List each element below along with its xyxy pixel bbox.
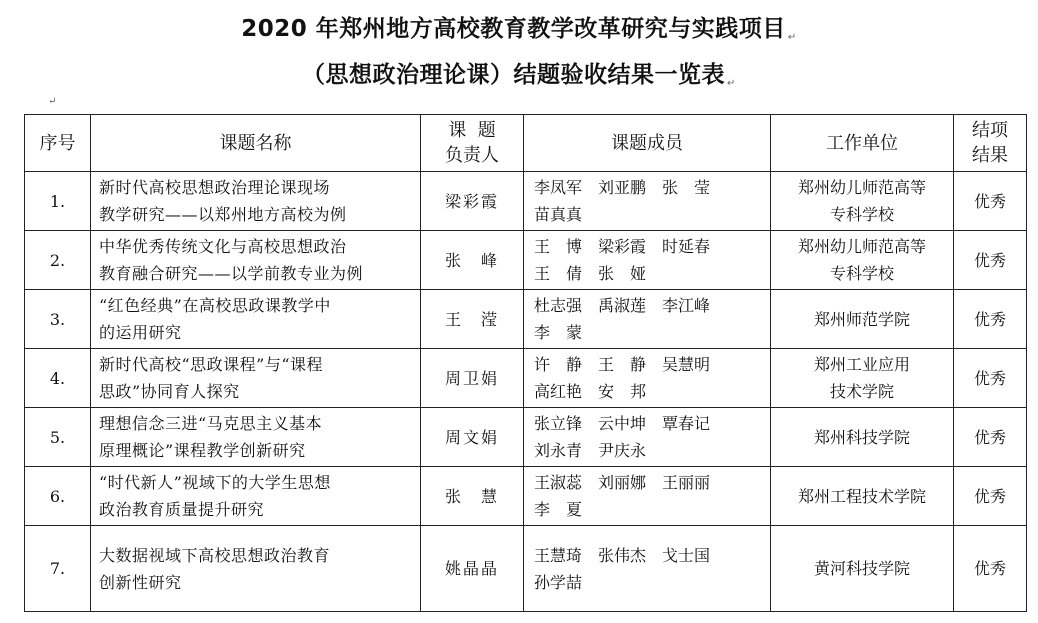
cell-leader: 王 滢 [421, 290, 524, 349]
paragraph-mark-icon: ↵ [48, 96, 57, 107]
cell-index: 6. [25, 467, 91, 526]
cell-unit: 黄河科技学院 [771, 526, 954, 612]
cell-members: 王淑蕊 刘丽娜 王丽丽 李 夏 [524, 467, 771, 526]
cell-index: 7. [25, 526, 91, 612]
cell-result: 优秀 [954, 408, 1027, 467]
table-row [25, 172, 1027, 231]
cell-members: 许 静 王 静 吴慧明 高红艳 安 邦 [524, 349, 771, 408]
header-leader: 课 题 负责人 [421, 115, 524, 172]
header-unit: 工作单位 [771, 115, 954, 172]
cell-members: 王 博 梁彩霞 时延春 王 倩 张 娅 [524, 231, 771, 290]
cell-members: 王慧琦 张伟杰 戈士国 孙学喆 [524, 526, 771, 612]
cell-members: 李凤军 刘亚鹏 张 莹 苗真真 [524, 172, 771, 231]
cell-unit: 郑州幼儿师范高等 专科学校 [771, 172, 954, 231]
cell-result: 优秀 [954, 349, 1027, 408]
table-row [25, 349, 1027, 408]
cell-result: 优秀 [954, 231, 1027, 290]
cell-leader: 张 峰 [421, 231, 524, 290]
header-index: 序号 [25, 115, 91, 172]
cell-index: 5. [25, 408, 91, 467]
page-title [0, 10, 1038, 43]
cell-unit: 郑州幼儿师范高等 专科学校 [771, 231, 954, 290]
cell-project-title: 新时代高校思想政治理论课现场 教学研究——以郑州地方高校为例 [91, 172, 421, 231]
cell-leader: 姚晶晶 [421, 526, 524, 612]
table-row [25, 231, 1027, 290]
cell-index: 3. [25, 290, 91, 349]
header-title: 课题名称 [91, 115, 421, 172]
cell-project-title: 新时代高校“思政课程”与“课程 思政”协同育人探究 [91, 349, 421, 408]
cell-index: 4. [25, 349, 91, 408]
cell-leader: 周卫娟 [421, 349, 524, 408]
cell-project-title: 中华优秀传统文化与高校思想政治 教育融合研究——以学前教专业为例 [91, 231, 421, 290]
title-line-1: 2020 年郑州地方高校教育教学改革研究与实践项目 [241, 16, 786, 42]
cell-index: 1. [25, 172, 91, 231]
cell-result: 优秀 [954, 172, 1027, 231]
cell-project-title: 大数据视域下高校思想政治教育 创新性研究 [91, 526, 421, 612]
cell-leader: 梁彩霞 [421, 172, 524, 231]
cell-result: 优秀 [954, 526, 1027, 612]
table-row [25, 467, 1027, 526]
cell-project-title: 理想信念三进“马克思主义基本 原理概论”课程教学创新研究 [91, 408, 421, 467]
title-line-2: （思想政治理论课）结题验收结果一览表 [302, 62, 726, 88]
header-result: 结项 结果 [954, 115, 1027, 172]
cell-leader: 周文娟 [421, 408, 524, 467]
cell-unit: 郑州师范学院 [771, 290, 954, 349]
cell-leader: 张 慧 [421, 467, 524, 526]
table-header-row [25, 115, 1027, 172]
cell-unit: 郑州工程技术学院 [771, 467, 954, 526]
cell-project-title: “红色经典”在高校思政课教学中 的运用研究 [91, 290, 421, 349]
page-subtitle [0, 56, 1038, 89]
cell-result: 优秀 [954, 290, 1027, 349]
cell-members: 张立锋 云中坤 覃春记 刘永青 尹庆永 [524, 408, 771, 467]
cell-unit: 郑州科技学院 [771, 408, 954, 467]
cell-unit: 郑州工业应用 技术学院 [771, 349, 954, 408]
cell-result: 优秀 [954, 467, 1027, 526]
results-table [24, 114, 1027, 612]
cell-index: 2. [25, 231, 91, 290]
table-row [25, 408, 1027, 467]
table-row [25, 526, 1027, 612]
cell-project-title: “时代新人”视域下的大学生思想 政治教育质量提升研究 [91, 467, 421, 526]
table-row [25, 290, 1027, 349]
cell-members: 杜志强 禹淑莲 李江峰 李 蒙 [524, 290, 771, 349]
paragraph-mark-icon: ↵ [787, 32, 797, 43]
header-members: 课题成员 [524, 115, 771, 172]
paragraph-mark-icon: ↵ [727, 78, 736, 89]
